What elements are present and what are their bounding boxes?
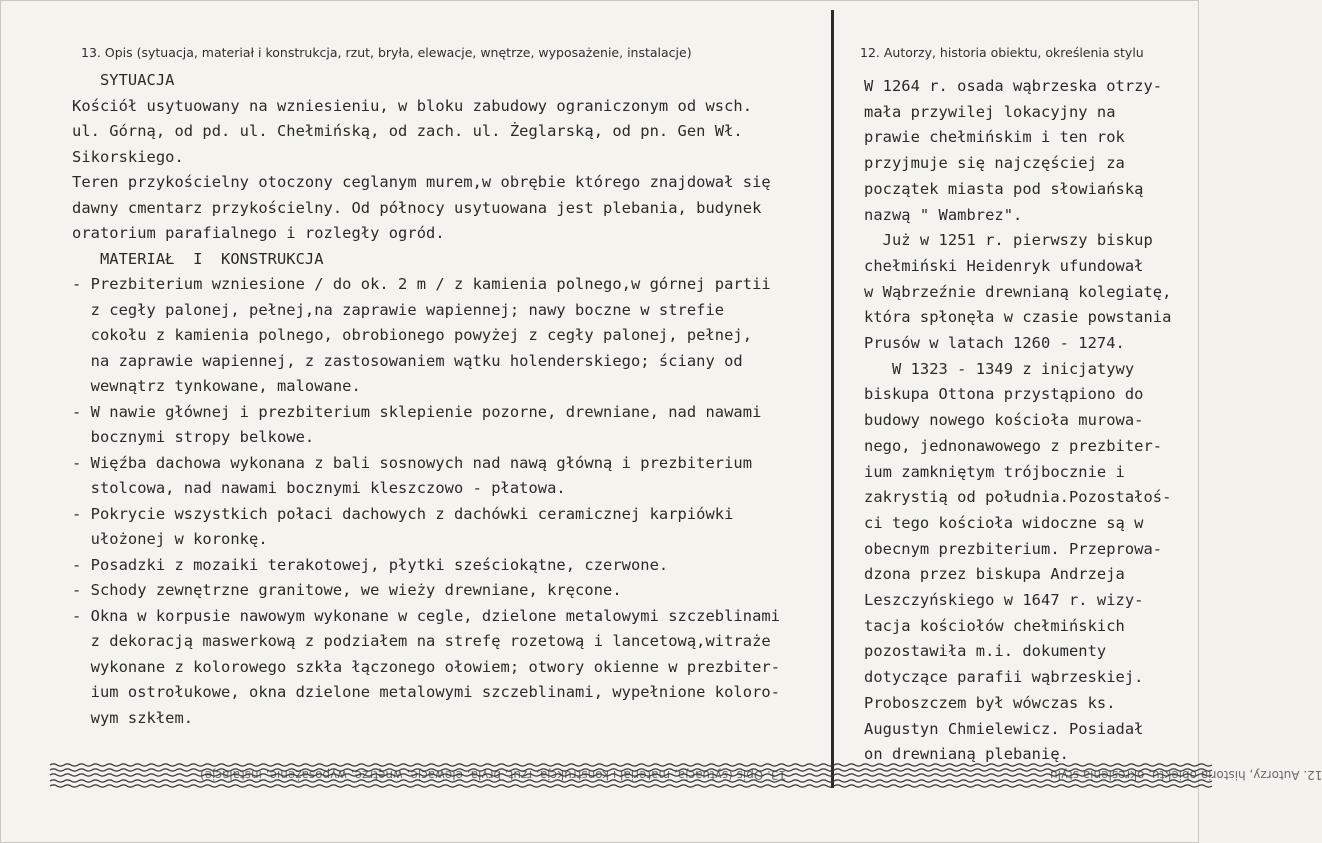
text-line: ul. Górną, od pd. ul. Chełmińską, od zach. ul. Żeglarską, od pn. Gen Wł. <box>72 122 743 140</box>
text-line: - Pokrycie wszystkich połaci dachowych z dachówki ceramicznej karpiówki <box>72 504 734 523</box>
text-line: ium zamkniętym trójbocznie i <box>864 462 1125 481</box>
section-13-header: 13. Opis (sytuacja, materiał i konstrukcja, rzut, bryła, elewacje, wnętrze, wyposażenie, instalacje) <box>81 45 692 60</box>
mirrored-header-left: 13. Opis (sytuacja, materiał i konstrukcja, rzut, bryła, elewacje, wnętrze, wyposażenie, instalacje) <box>200 768 787 782</box>
text-line: W 1323 - 1349 z inicjatywy <box>864 359 1135 378</box>
text-line: nego, jednonawowego z prezbiter- <box>864 436 1163 455</box>
text-line: Augustyn Chmielewicz. Posiadał <box>864 719 1144 738</box>
text-line: ci tego kościoła widoczne są w <box>864 513 1144 532</box>
text-line: SYTUACJA <box>72 71 175 89</box>
text-line: - W nawie głównej i prezbiterium sklepienie pozorne, drewniane, nad nawami <box>72 402 762 421</box>
text-line: która spłonęła w czasie powstania <box>864 308 1172 327</box>
column-divider <box>831 10 834 788</box>
text-line: - Okna w korpusie nawowym wykonane w cegle, dzielone metalowymi szczeblinami <box>72 606 781 625</box>
section-12-header: 12. Autorzy, historia obiektu, określenia stylu <box>860 45 1144 60</box>
text-line: - Schody zewnętrzne granitowe, we wieży drewniane, kręcone. <box>72 581 622 599</box>
wave-line <box>50 764 1212 766</box>
text-line: z cegły palonej, pełnej,na zaprawie wapiennej; nawy boczne w strefie <box>72 300 725 319</box>
text-line: Już w 1251 r. pierwszy biskup <box>864 231 1153 250</box>
text-line: wym szkłem. <box>72 708 194 727</box>
text-line: Leszczyńskiego w 1647 r. wizy- <box>864 591 1144 609</box>
mirrored-header-right: 12. Autorzy, historia obiektu, określenia stylu <box>1050 768 1322 782</box>
text-line: prawie chełmińskim i ten rok <box>864 128 1125 147</box>
text-line: na zaprawie wapiennej, z zastosowaniem wątku holenderskiego; ściany od <box>72 351 743 370</box>
text-line: dzona przez biskupa Andrzeja <box>864 565 1125 584</box>
text-line: ułożonej w koronkę. <box>72 530 268 548</box>
text-line: początek miasta pod słowiańską <box>864 179 1144 198</box>
text-line: biskupa Ottona przystąpiono do <box>864 385 1144 404</box>
text-line: tacja kościołów chełmińskich <box>864 616 1125 635</box>
text-line: cokołu z kamienia polnego, obrobionego powyżej z cegły palonej, pełnej, <box>72 326 753 344</box>
wave-line <box>50 785 1212 787</box>
text-line: w Wąbrzeźnie drewnianą kolegiatę, <box>864 282 1172 301</box>
text-line: Prusów w latach 1260 - 1274. <box>864 334 1125 352</box>
text-line: dotyczące parafii wąbrzeskiej. <box>864 668 1144 687</box>
text-line: z dekoracją maswerkową z podziałem na strefę rozetową i lancetową,witraże <box>72 632 771 650</box>
text-line: budowy nowego kościoła murowa- <box>864 411 1144 430</box>
text-line: zakrystią od południa.Pozostałoś- <box>864 488 1172 507</box>
text-line: chełmiński Heidenryk ufundował <box>864 256 1144 275</box>
text-line: Sikorskiego. <box>72 147 184 166</box>
text-line: bocznymi stropy belkowe. <box>72 428 315 446</box>
text-line: przyjmuje się najczęściej za <box>864 154 1125 173</box>
text-line: - Więźba dachowa wykonana z bali sosnowych nad nawą główną i prezbiterium <box>72 453 753 472</box>
text-line: mała przywilej lokacyjny na <box>864 102 1116 121</box>
text-line: - Posadzki z mozaiki terakotowej, płytki sześciokątne, czerwone. <box>72 555 669 574</box>
text-line: MATERIAŁ I KONSTRUKCJA <box>72 249 324 268</box>
text-line: on drewnianą plebanię. <box>864 745 1069 764</box>
text-line: oratorium parafialnego i rozległy ogród. <box>72 224 445 242</box>
text-line: wewnątrz tynkowane, malowane. <box>72 377 361 395</box>
text-line: stolcowa, nad nawami bocznymi kleszczowo - płatowa. <box>72 479 566 497</box>
text-line: - Prezbiterium wzniesione / do ok. 2 m / z kamienia polnego,w górnej partii <box>72 275 771 293</box>
text-line: nazwą " Wambrez". <box>864 205 1023 224</box>
text-line: Teren przykościelny otoczony ceglanym murem,w obrębie którego znajdował się <box>72 173 771 191</box>
text-line: dawny cmentarz przykościelny. Od północy usytuowana jest plebania, budynek <box>72 198 762 217</box>
text-line: ium ostrołukowe, okna dzielone metalowymi szczeblinami, wypełnione koloro- <box>72 683 781 701</box>
text-line: pozostawiła m.i. dokumenty <box>864 642 1107 661</box>
text-line: Kościół usytuowany na wzniesieniu, w bloku zabudowy ograniczonym od wsch. <box>72 96 753 115</box>
text-line: obecnym prezbiterium. Przeprowa- <box>864 539 1163 558</box>
text-line: Proboszczem był wówczas ks. <box>864 693 1116 712</box>
text-line: wykonane z kolorowego szkła łączonego ołowiem; otwory okienne w prezbiter- <box>72 657 781 676</box>
text-line: W 1264 r. osada wąbrzeska otrzy- <box>864 77 1163 95</box>
